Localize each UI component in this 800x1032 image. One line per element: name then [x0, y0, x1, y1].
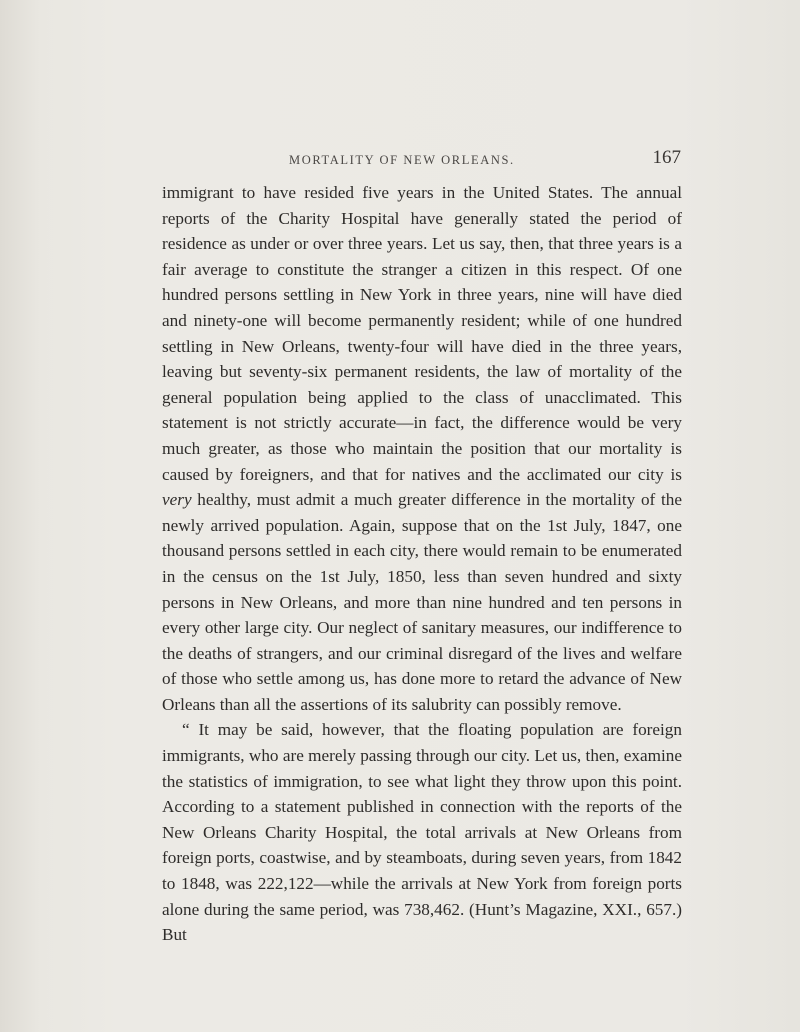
paragraph-mortality-comparison — [162, 180, 682, 717]
paragraph-text: healthy, must admit a much greater difference in the mortality of the newly arrived population. Again, suppose that on the 1st July, 1847, one thousand persons settled in each city, there would remain to be enumerated in the census on the 1st July, 1850, less than seven hundred and sixty persons in New Orleans, and more than nine hundred and ten persons in every other large city. Our neglect of sanitary measures, our indifference to the deaths of strangers, and our criminal disregard of the lives and welfare of those who settle among us, has done more to retard the advance of New Orleans than all the assertions of its salubrity can possibly remove. — [162, 490, 682, 714]
paragraph-text: “ It may be said, however, that the floating population are foreign immigrants, who are merely passing through our city. Let us, then, examine the statistics of immigration, to see what light they throw upon this point. According to a statement published in connection with the reports of the New Orleans Charity Hospital, the total arrivals at New Orleans from foreign ports, coastwise, and by steamboats, during seven years, from 1842 to 1848, was 222,122—while the arrivals at New York from foreign ports alone during the same period, was 738,462. (Hunt’s Magazine, XXI., 657.) But — [162, 720, 682, 945]
page-header — [160, 147, 681, 171]
paragraph-text: immigrant to have resided five years in the United States. The annual reports of the Charity Hospital have generally stated the period of residence as under or over three years. Let us say, then, that three years is a fair average to constitute the stranger a citizen in this respect. Of one hundred persons settling in New York in three years, nine will have died and ninety-one will become permanently resident; while of one hundred settling in New Orleans, twenty-four will have died in the three years, leaving but seventy-six permanent residents, the law of mortality of the general population being applied to the class of unacclimated. This statement is not strictly accurate—in fact, the difference would be very much greater, as those who maintain the position that our mortality is caused by foreigners, and that for natives and the acclimated our city is — [162, 183, 682, 484]
body-text — [162, 180, 682, 948]
running-head: MORTALITY OF NEW ORLEANS. — [289, 153, 515, 167]
emphasized-word: very — [162, 490, 192, 510]
paragraph-immigration-statistics — [162, 717, 682, 947]
page-number: 167 — [652, 147, 681, 168]
